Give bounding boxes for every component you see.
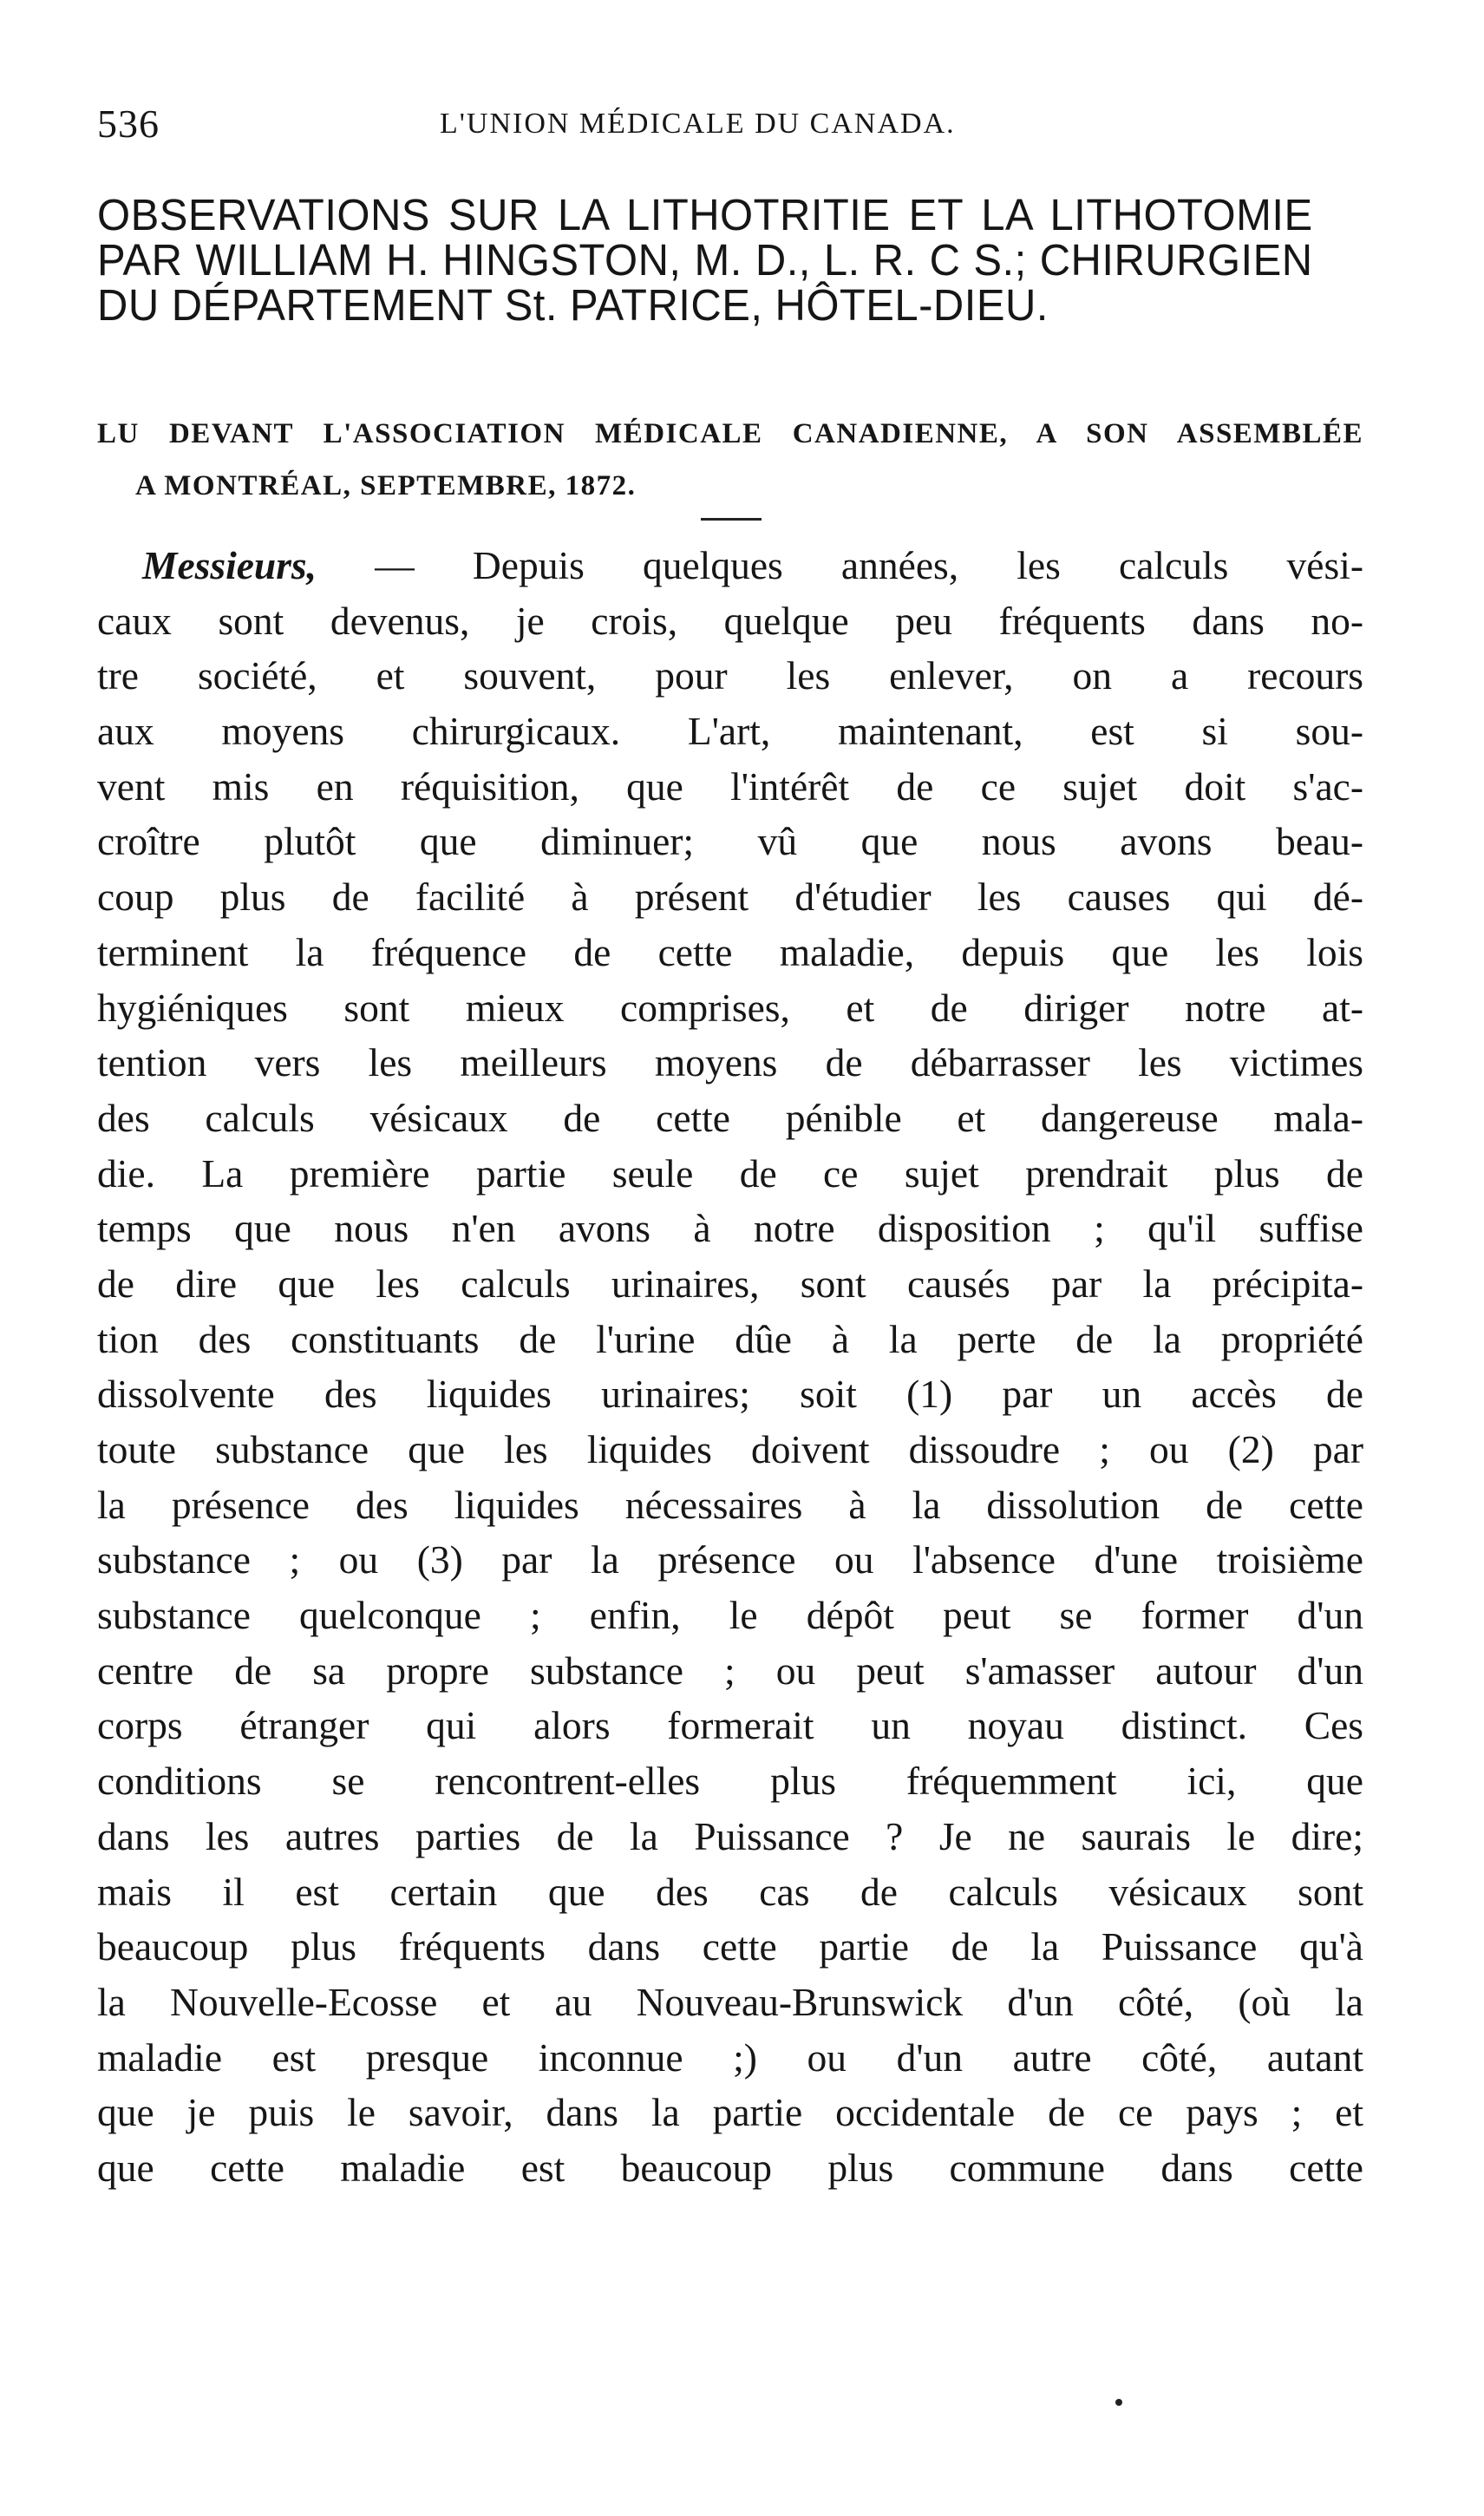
body-line: vent mis en réquisition, que l'intérêt de ce sujet doit s'ac- [97, 763, 1363, 809]
body-line: beaucoup plus fréquents dans cette partie de la Puissance qu'à [97, 1924, 1363, 1969]
ink-speck [1115, 2399, 1122, 2406]
body-line: substance quelconque ; enfin, le dépôt peut se former d'un [97, 1593, 1363, 1638]
subtitle-line-2: A MONTRÉAL, SEPTEMBRE, 1872. [135, 470, 637, 501]
body-line: conditions se rencontrent-elles plus fréquemment ici, que [97, 1759, 1363, 1804]
body-line: que cette maladie est beaucoup plus commune dans cette [97, 2145, 1363, 2190]
body-line: tion des constituants de l'urine dûe à la perte de la propriété [97, 1316, 1363, 1361]
body-line-text: — Depuis quelques années, les calculs vési- [317, 543, 1363, 587]
page-number: 536 [97, 102, 160, 146]
body-line: terminent la fréquence de cette maladie, depuis que les lois [97, 929, 1363, 974]
page-header [97, 101, 1363, 153]
body-line: corps étranger qui alors formerait un noyau distinct. Ces [97, 1703, 1363, 1748]
body-line: la présence des liquides nécessaires à la dissolution de cette [97, 1482, 1363, 1527]
body-line: coup plus de facilité à présent d'étudier les causes qui dé- [97, 875, 1363, 920]
body-line [97, 538, 1363, 593]
body-line: dissolvente des liquides urinaires; soit (1) par un accès de [97, 1372, 1363, 1417]
body-line: croître plutôt que diminuer; vû que nous avons beau- [97, 819, 1363, 864]
article-subtitle [97, 408, 1363, 512]
running-head: L'UNION MÉDICALE DU CANADA. [440, 108, 956, 140]
body-line: mais il est certain que des cas de calculs vésicaux sont [97, 1869, 1363, 1914]
body-line: que je puis le savoir, dans la partie occidentale de ce pays ; et [97, 2090, 1363, 2135]
body-line: dans les autres parties de la Puissance ? Je ne saurais le dire; [97, 1813, 1363, 1858]
body-line: de dire que les calculs urinaires, sont causés par la précipita- [97, 1261, 1363, 1306]
body-line: maladie est presque inconnue ;) ou d'un autre côté, autant [97, 2034, 1363, 2080]
body-line: tention vers les meilleurs moyens de débarrasser les victimes [97, 1040, 1363, 1085]
body-line: la Nouvelle-Ecosse et au Nouveau-Brunswick d'un côté, (où la [97, 1979, 1363, 2024]
body-line: caux sont devenus, je crois, quelque peu fréquents dans no- [97, 598, 1363, 643]
body-line: die. La première partie seule de ce sujet prendrait plus de [97, 1150, 1363, 1196]
body-line: hygiéniques sont mieux comprises, et de diriger notre at- [97, 985, 1363, 1030]
body-line: toute substance que les liquides doivent dissoudre ; ou (2) par [97, 1427, 1363, 1471]
subtitle-line-1: LU DEVANT L'ASSOCIATION MÉDICALE CANADIENNE, A SON ASSEMBLÉE [97, 418, 1363, 449]
body-line: substance ; ou (3) par la présence ou l'absence d'une troisième [97, 1537, 1363, 1582]
body-line: aux moyens chirurgicaux. L'art, maintenant, est si sou- [97, 709, 1363, 754]
title-divider-rule [701, 518, 762, 521]
salutation: Messieurs, [142, 543, 317, 587]
body-line: centre de sa propre substance ; ou peut s'amasser autour d'un [97, 1648, 1363, 1693]
body-line: des calculs vésicaux de cette pénible et dangereuse mala- [97, 1095, 1363, 1140]
article-title: OBSERVATIONS SUR LA LITHOTRITIE ET LA LITHOTOMIE PAR WILLIAM H. HINGSTON, M. D., L. R. C S.; CHIRURGIEN DU DÉPARTEMENT St. PATRICE, HÔTEL-DIEU. [97, 190, 1313, 330]
body-line: temps que nous n'en avons à notre disposition ; qu'il suffise [97, 1206, 1363, 1251]
body-line: tre société, et souvent, pour les enlever, on a recours [97, 653, 1363, 698]
body-text [97, 538, 1363, 2196]
